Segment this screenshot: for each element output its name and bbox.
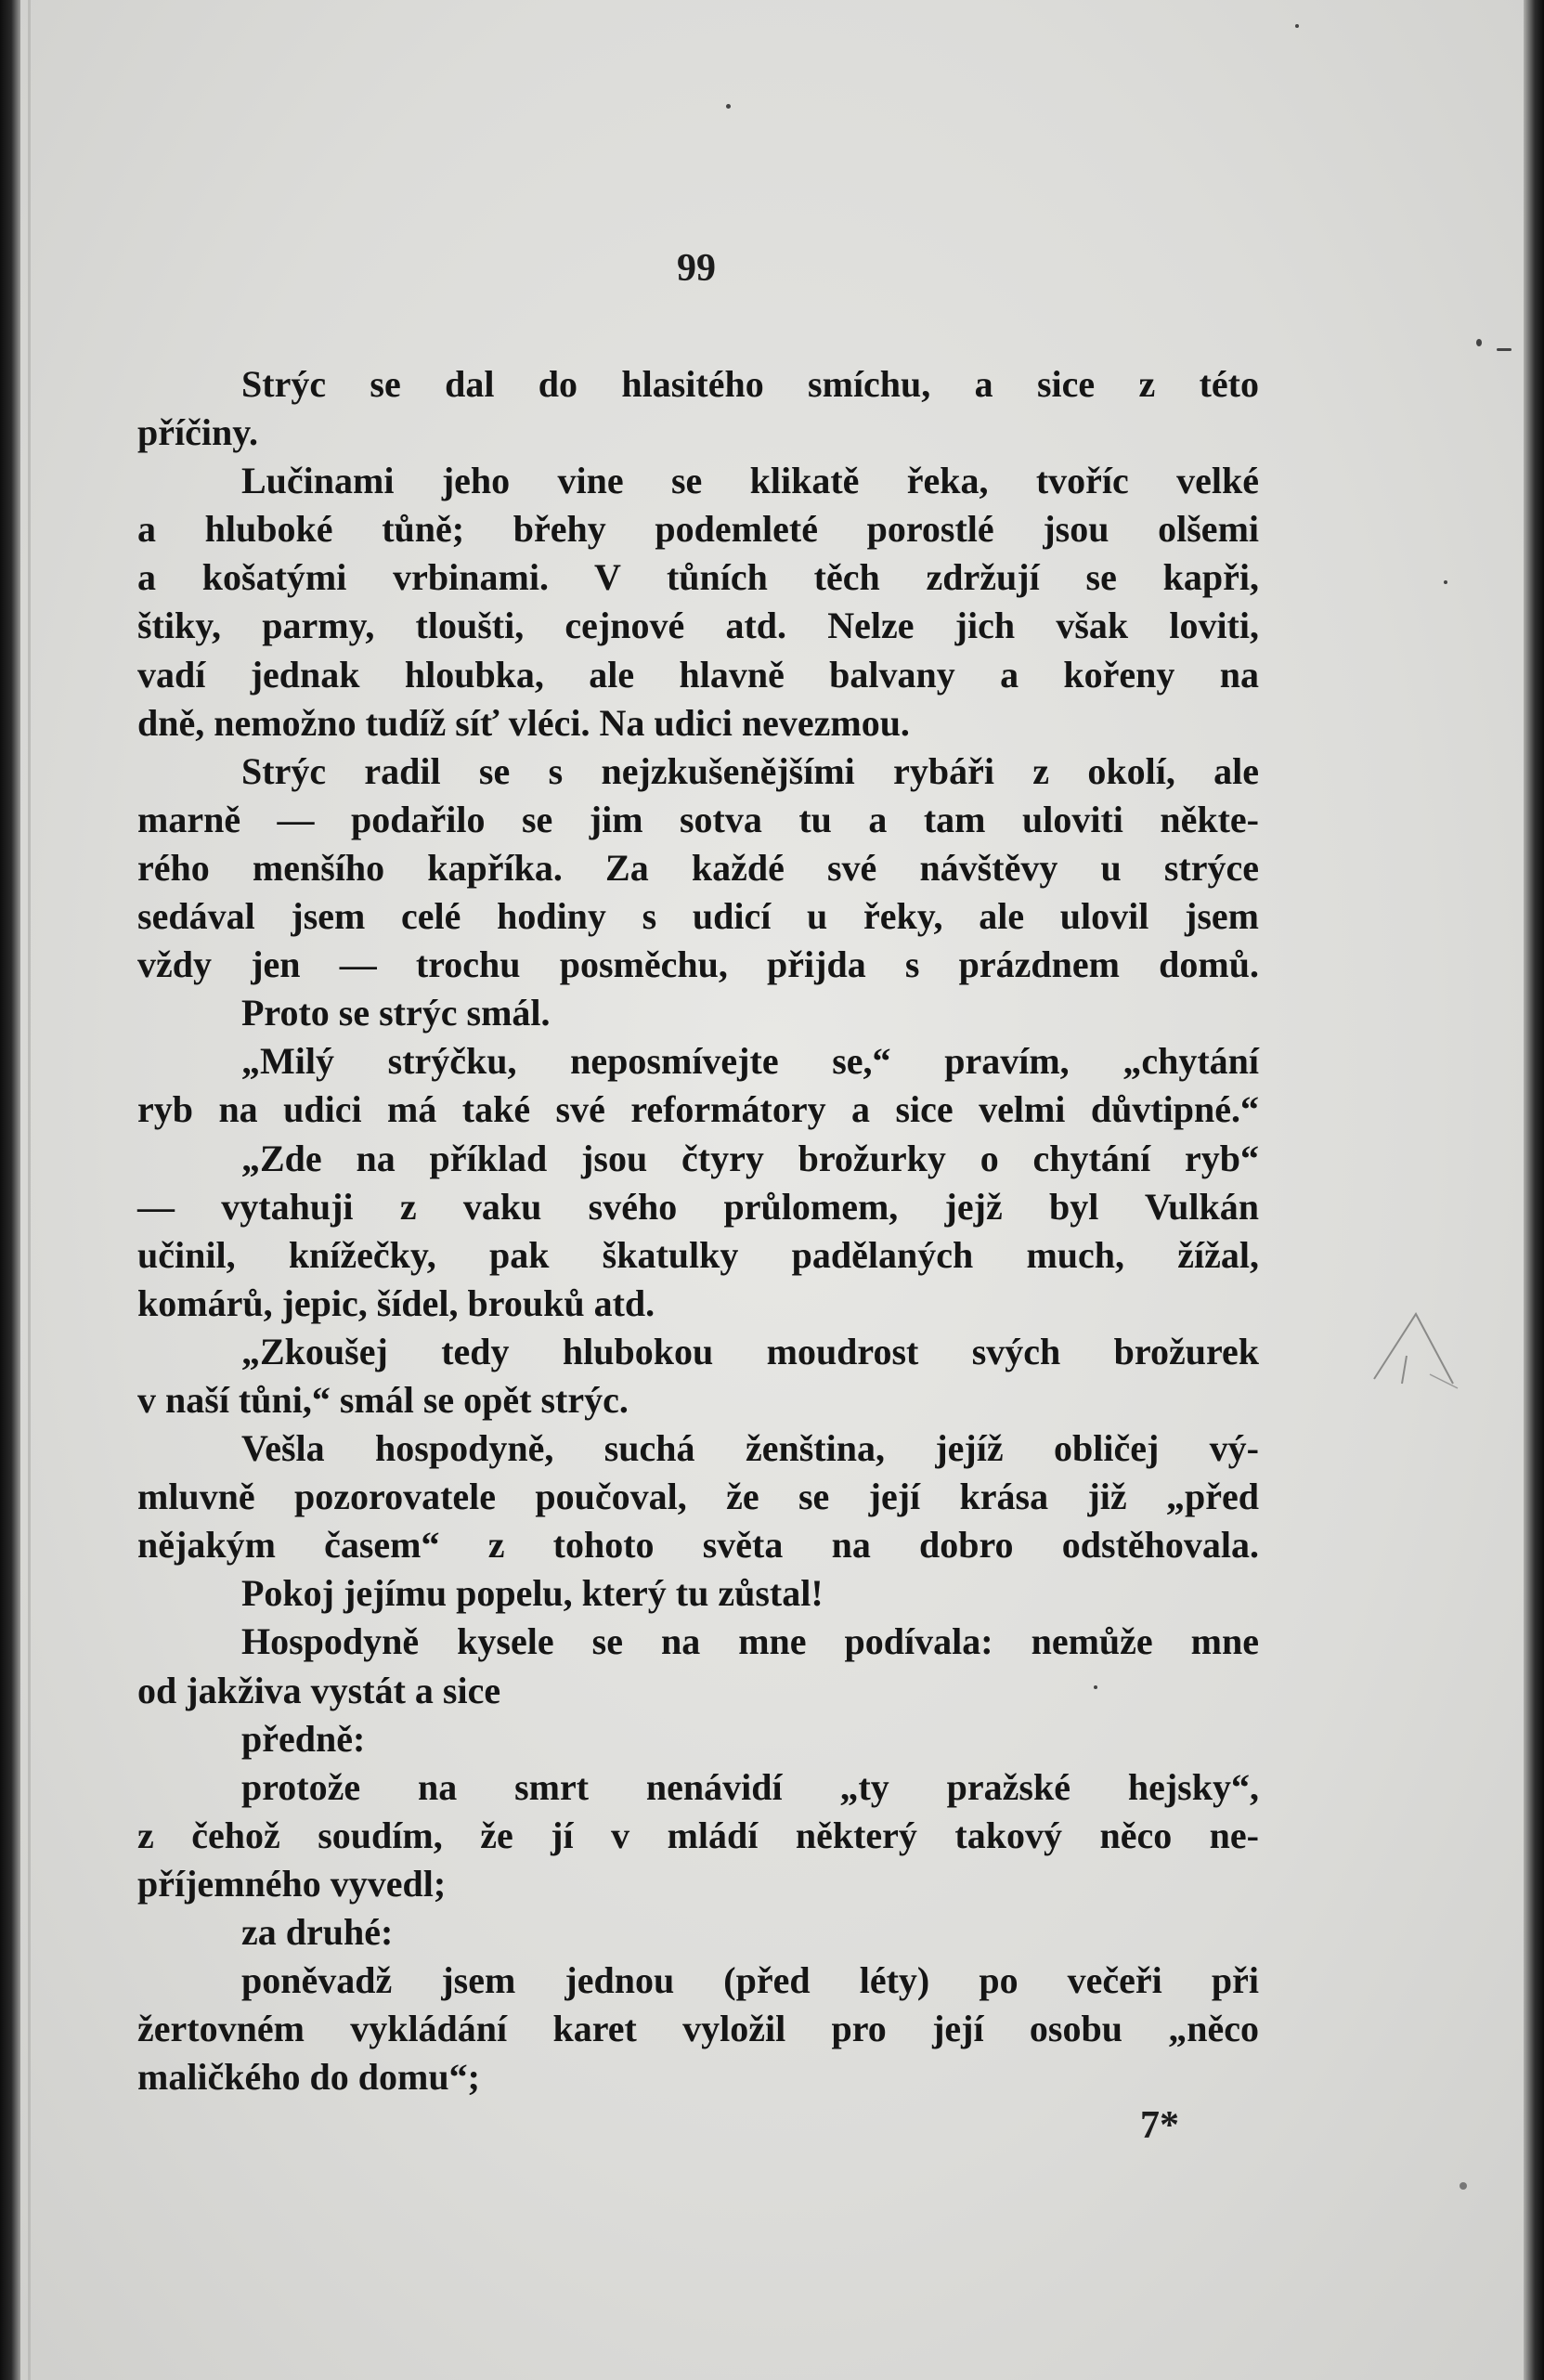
page-number: 99 [677, 247, 716, 290]
text-line: Strýc se dal do hlasitého smíchu, a sice z této [241, 363, 1259, 405]
text-line: z čehož soudím, že jí v mládí některý takový něco ne- [137, 1814, 1259, 1856]
pencil-mark-icon [1365, 1300, 1476, 1402]
page-edge-shadow [1524, 0, 1544, 2380]
text-line: maličkého do domu“; [137, 2056, 480, 2099]
text-line: — vytahuji z vaku svého průlomem, jejž byl Vulkán [137, 1185, 1259, 1228]
text-line: Vešla hospodyně, suchá ženština, jejíž obličej vý- [241, 1427, 1259, 1470]
text-line: Strýc radil se s nejzkušenějšími rybáři z okolí, ale [241, 749, 1259, 792]
text-line: příjemného vyvedl; [137, 1862, 447, 1905]
text-line: učinil, knížečky, pak škatulky padělaných much, žížal, [137, 1233, 1259, 1276]
speck [1476, 339, 1482, 346]
text-line: od jakživa vystát a sice [137, 1669, 501, 1711]
text-line: „Milý strýčku, neposmívejte se,“ pravím, „chytání [241, 1040, 1259, 1083]
text-line: nějakým časem“ z tohoto světa na dobro odstěhovala. [137, 1524, 1259, 1567]
text-line: rého menšího kapříka. Za každé své návštěvy u strýce [137, 846, 1259, 889]
text-line: Hospodyně kysele se na mne podívala: nemůže mne [241, 1620, 1259, 1663]
text-line: a hluboké tůně; břehy podemleté porostlé jsou olšemi [137, 508, 1259, 551]
body-text [137, 360, 1259, 2101]
speck [1444, 580, 1447, 584]
gutter-line [28, 0, 31, 2380]
text-line: poněvadž jsem jednou (před léty) po večeři při [241, 1959, 1259, 2002]
speck [726, 104, 731, 109]
text-line: předně: [241, 1717, 366, 1760]
text-line: ryb na udici má také své reformátory a sice velmi důvtipné.“ [137, 1088, 1259, 1131]
text-line: příčiny. [137, 411, 259, 454]
text-line: marně — podařilo se jim sotva tu a tam uloviti někte- [137, 798, 1259, 840]
text-line: dně, nemožno tudíž síť vléci. Na udici nevezmou. [137, 701, 910, 744]
text-line: „Zkoušej tedy hlubokou moudrost svých brožurek [241, 1330, 1259, 1372]
text-line: protože na smrt nenávidí „ty pražské hejsky“, [241, 1765, 1259, 1808]
text-line: „Zde na příklad jsou čtyry brožurky o chytání ryb“ [241, 1137, 1259, 1179]
speck [1094, 1685, 1097, 1689]
text-line: Lučinami jeho vine se klikatě řeka, tvoříc velké [241, 460, 1259, 502]
text-line: komárů, jepic, šídel, brouků atd. [137, 1281, 655, 1324]
text-line: a košatými vrbinami. V tůních těch zdržují se kapři, [137, 556, 1259, 599]
speck [1497, 348, 1512, 351]
text-line: Pokoj jejímu popelu, který tu zůstal! [241, 1572, 824, 1615]
text-line: Proto se strýc smál. [241, 992, 551, 1034]
text-line: štiky, parmy, tloušti, cejnové atd. Nelze jich však loviti, [137, 605, 1259, 647]
speck [1460, 2182, 1467, 2190]
text-line: žertovném vykládání karet vyložil pro její osobu „něco [137, 2008, 1259, 2050]
text-line: v naší tůni,“ smál se opět strýc. [137, 1378, 629, 1421]
text-line: vždy jen — trochu posměchu, přijda s prázdnem domů. [137, 943, 1259, 986]
speck [1295, 24, 1299, 28]
text-line: za druhé: [241, 1911, 394, 1953]
book-spine-shadow [0, 0, 20, 2380]
text-line: vadí jednak hloubka, ale hlavně balvany a kořeny na [137, 653, 1259, 696]
printer-signature-mark: 7* [1140, 2104, 1179, 2147]
text-line: mluvně pozorovatele poučoval, že se její krása již „před [137, 1476, 1259, 1518]
text-line: sedával jsem celé hodiny s udicí u řeky, ale ulovil jsem [137, 895, 1259, 938]
